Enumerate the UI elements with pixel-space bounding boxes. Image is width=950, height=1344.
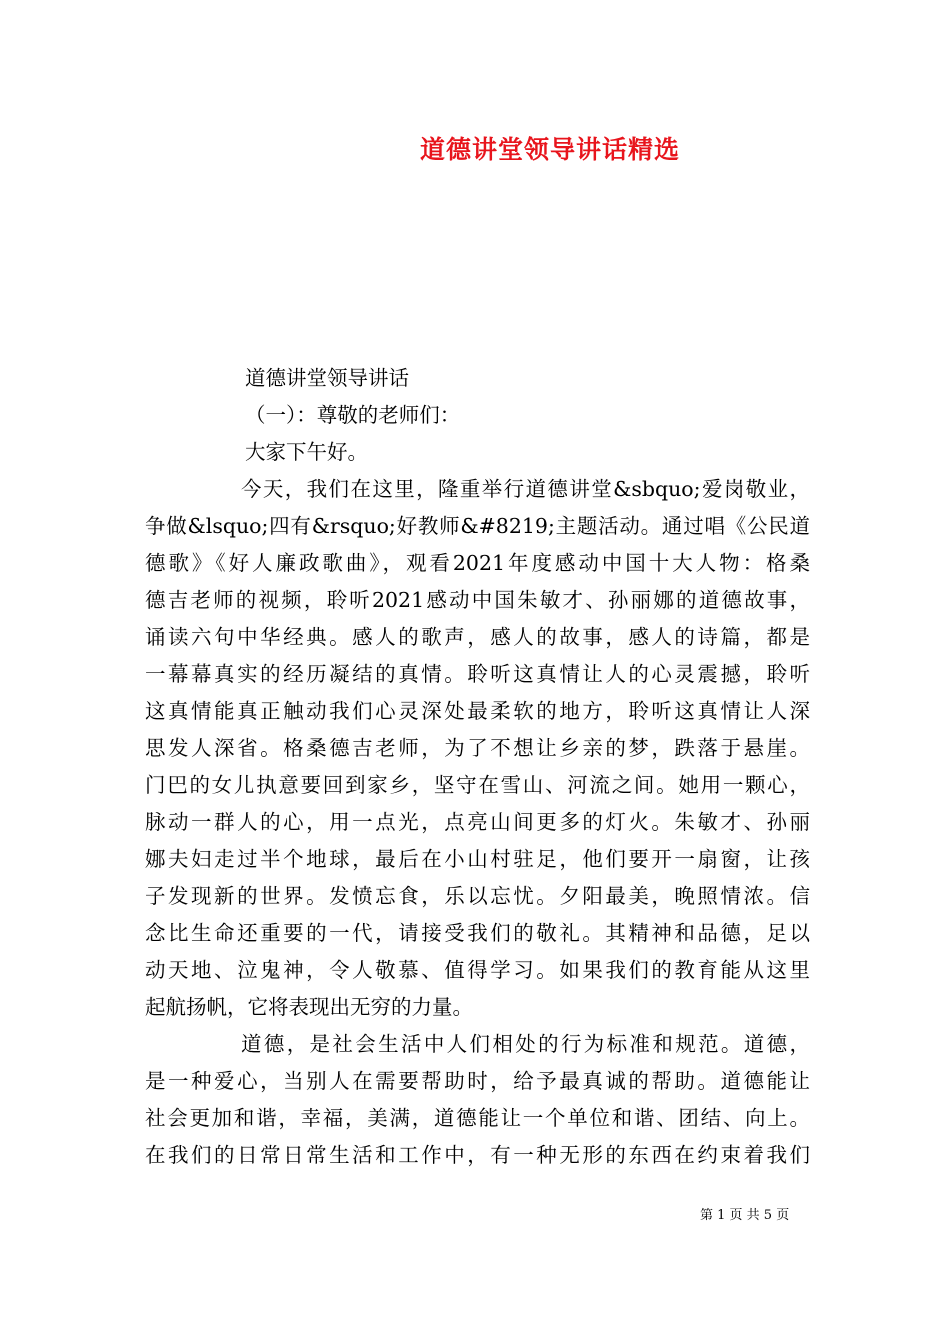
paragraph-1-line: 争做&lsquo;四有&rsquo;好教师&#8219;主题活动。通过唱《公民道 xyxy=(145,514,810,538)
paragraph-1-line: 德歌》《好人廉政歌曲》，观看2021年度感动中国十大人物：格桑 xyxy=(145,551,810,575)
paragraph-1-line: 德吉老师的视频，聆听2021感动中国朱敏才、孙丽娜的道德故事， xyxy=(145,588,810,612)
paragraph-1-line: 这真情能真正触动我们心灵深处最柔软的地方，聆听这真情让人深 xyxy=(145,699,810,723)
document-heading: 道德讲堂领导讲话 xyxy=(245,366,409,390)
paragraph-1-line: 门巴的女儿执意要回到家乡，坚守在雪山、河流之间。她用一颗心， xyxy=(145,773,810,797)
page-number-footer: 第 1 页 共 5 页 xyxy=(700,1208,790,1223)
document-subheading: （一）：尊敬的老师们： xyxy=(245,403,461,427)
paragraph-1-line: 动天地、泣鬼神，令人敬慕、值得学习。如果我们的教育能从这里 xyxy=(145,958,810,982)
paragraph-1-line: 念比生命还重要的一代，请接受我们的敬礼。其精神和品德，足以 xyxy=(145,921,810,945)
paragraph-2-line: 在我们的日常日常生活和工作中，有一种无形的东西在约束着我们 xyxy=(145,1143,810,1167)
paragraph-1-line: 起航扬帆，它将表现出无穷的力量。 xyxy=(145,995,473,1019)
paragraph-1-line: 今天，我们在这里，隆重举行道德讲堂&sbquo;爱岗敬业， xyxy=(241,477,810,501)
paragraph-1-line: 思发人深省。格桑德吉老师，为了不想让乡亲的梦，跌落于悬崖。 xyxy=(145,736,810,760)
paragraph-1-line: 子发现新的世界。发愤忘食，乐以忘忧。夕阳最美，晚照情浓。信 xyxy=(145,884,810,908)
paragraph-1-line: 娜夫妇走过半个地球，最后在小山村驻足，他们要开一扇窗，让孩 xyxy=(145,847,810,871)
paragraph-2-line: 是一种爱心，当别人在需要帮助时，给予最真诚的帮助。道德能让 xyxy=(145,1069,810,1093)
paragraph-1-line: 一幕幕真实的经历凝结的真情。聆听这真情让人的心灵震撼，聆听 xyxy=(145,662,810,686)
paragraph-2-line: 道德，是社会生活中人们相处的行为标准和规范。道德， xyxy=(241,1032,810,1056)
paragraph-1-line: 脉动一群人的心，用一点光，点亮山间更多的灯火。朱敏才、孙丽 xyxy=(145,810,810,834)
paragraph-2-line: 社会更加和谐，幸福，美满，道德能让一个单位和谐、团结、向上。 xyxy=(145,1106,810,1130)
greeting-line: 大家下午好。 xyxy=(245,440,368,464)
document-title: 道德讲堂领导讲话精选 xyxy=(419,135,680,164)
document-body xyxy=(145,360,810,1174)
paragraph-1-line: 诵读六句中华经典。感人的歌声，感人的故事，感人的诗篇，都是 xyxy=(145,625,810,649)
